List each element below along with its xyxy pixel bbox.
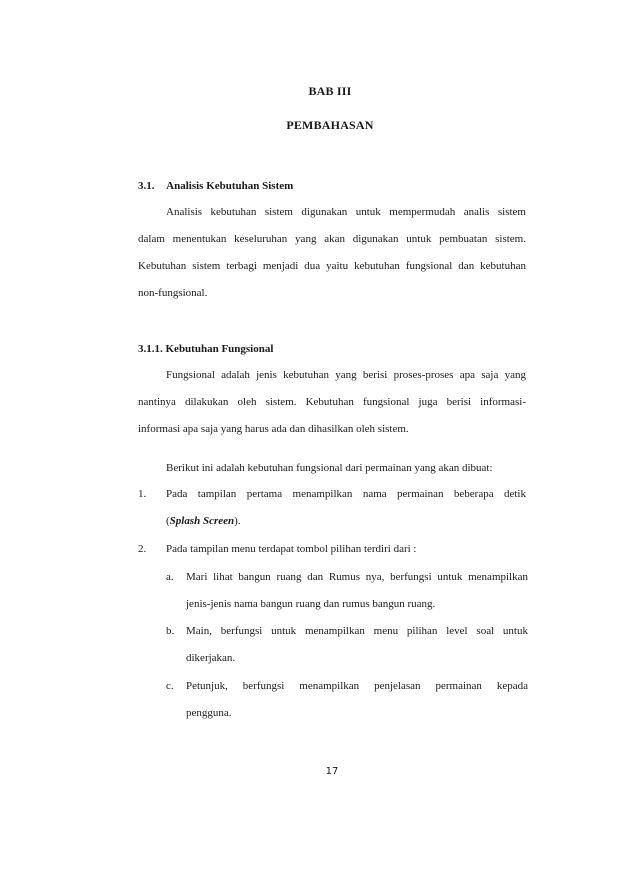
paragraph-line: Berikut ini adalah kebutuhan fungsional dari permainan yang akan dibuat: bbox=[166, 462, 493, 474]
sublist-line: dikerjakan. bbox=[186, 652, 236, 664]
paragraph-line: nantinya dilakukan oleh sistem. Kebutuhan fungsional juga berisi informasi- bbox=[138, 396, 526, 408]
page-number: 17 bbox=[325, 766, 339, 777]
paragraph-fungsional bbox=[138, 362, 526, 443]
paragraph-line: informasi apa saja yang harus ada dan dihasilkan oleh sistem. bbox=[138, 423, 409, 435]
list-item-line: Pada tampilan pertama menampilkan nama permainan beberapa detik bbox=[166, 488, 526, 500]
sublist-item-a bbox=[186, 564, 528, 618]
sublist-line: pengguna. bbox=[186, 707, 232, 719]
sublist-letter: c. bbox=[166, 680, 174, 692]
paragraph-line: Analisis kebutuhan sistem digunakan untuk mempermudah analis sistem bbox=[166, 206, 526, 218]
paragraph-line: dalam menentukan keseluruhan yang akan digunakan untuk pembuatan sistem. bbox=[138, 233, 526, 245]
chapter-number: BAB III bbox=[308, 84, 352, 98]
chapter-title: PEMBAHASAN bbox=[286, 118, 374, 132]
sublist-letter: b. bbox=[166, 625, 175, 637]
sublist-line: Mari lihat bangun ruang dan Rumus nya, berfungsi untuk menampilkan bbox=[186, 571, 528, 583]
splash-screen-term: Splash Screen bbox=[169, 515, 235, 527]
sublist-item-b bbox=[186, 618, 528, 672]
list-item-line: (Splash Screen). bbox=[166, 515, 241, 527]
section-heading-3-1 bbox=[138, 180, 293, 192]
paragraph-intro bbox=[138, 455, 526, 482]
paragraph-line: non-fungsional. bbox=[138, 287, 208, 299]
sublist-line: jenis-jenis nama bangun ruang dan rumus bangun ruang. bbox=[186, 598, 436, 610]
sublist-line: Main, berfungsi untuk menampilkan menu pilihan level soal untuk bbox=[186, 625, 528, 637]
paragraph-analisis bbox=[138, 199, 526, 307]
paragraph-line: Fungsional adalah jenis kebutuhan yang berisi proses-proses apa saja yang bbox=[166, 369, 526, 381]
sublist-letter: a. bbox=[166, 571, 174, 583]
sublist-line: Petunjuk, berfungsi menampilkan penjelasan permainan kepada bbox=[186, 680, 528, 692]
section-number: 3.1. bbox=[138, 180, 155, 192]
section-heading-3-1-1: 3.1.1. Kebutuhan Fungsional bbox=[138, 343, 274, 355]
sublist-item-c bbox=[186, 673, 528, 727]
list-item-2: Pada tampilan menu terdapat tombol pilihan terdiri dari : bbox=[166, 543, 417, 555]
section-title: Analisis Kebutuhan Sistem bbox=[166, 180, 294, 192]
list-item-1 bbox=[166, 481, 526, 535]
paragraph-line: Kebutuhan sistem terbagi menjadi dua yaitu kebutuhan fungsional dan kebutuhan bbox=[138, 260, 526, 272]
list-number: 1. bbox=[138, 488, 147, 500]
list-number: 2. bbox=[138, 543, 147, 555]
